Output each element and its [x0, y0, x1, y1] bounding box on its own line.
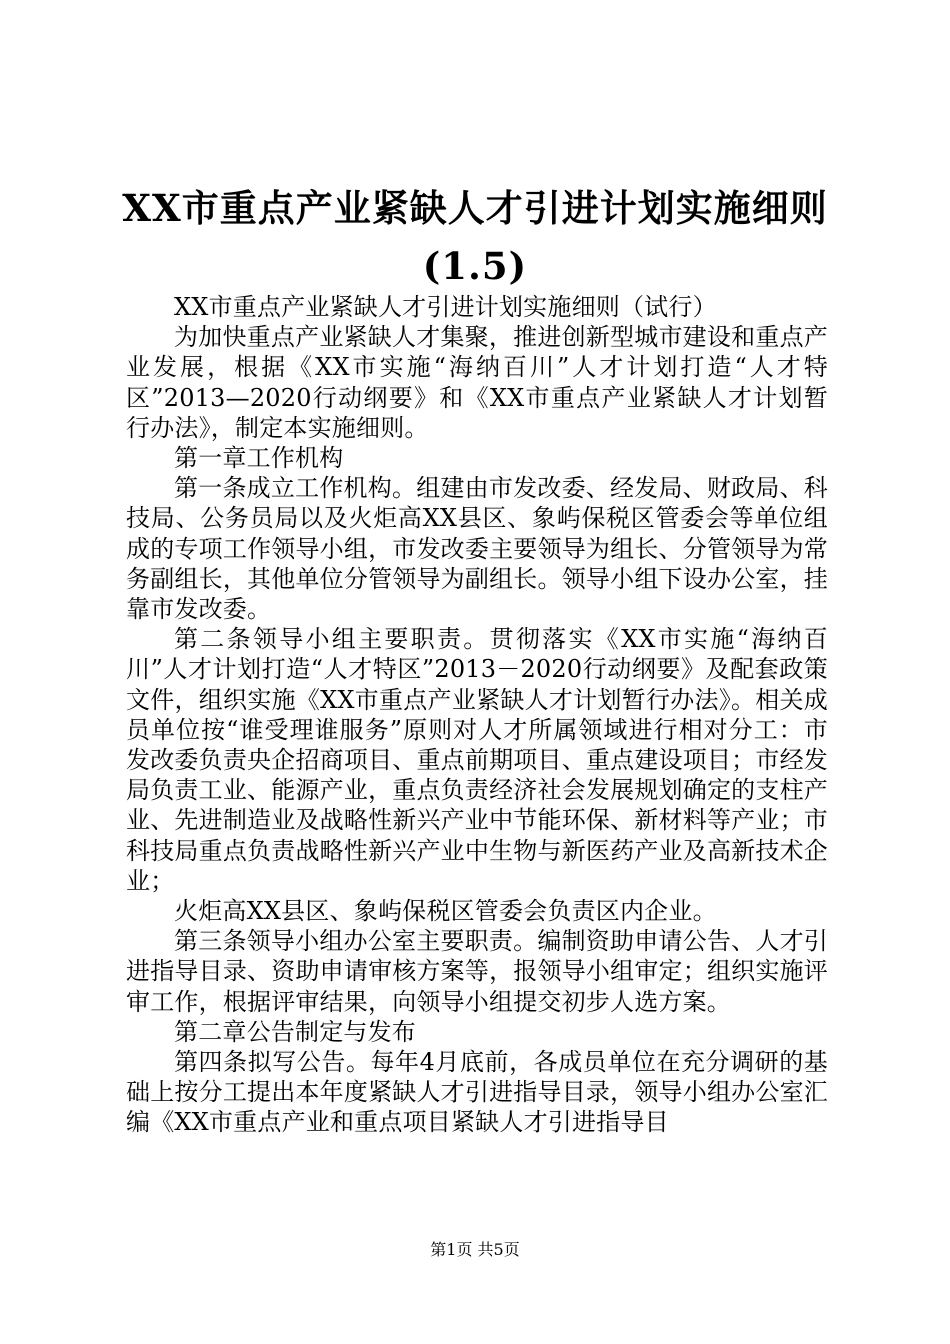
document-body [126, 292, 828, 1138]
chapter-heading: 第二章公告制定与发布 [174, 1017, 416, 1046]
article-paragraph: 第二条领导小组主要职责。贯彻落实《XX市实施“海纳百川”人才计划打造“人才特区”2013－2020行动纲要》及配套政策文件，组织实施《XX市重点产业紧缺人才计划暂行办法》。相关成员单位按“谁受理谁服务”原则对人才所属领域进行相对分工：市发改委负责央企招商项目、重点前期项目、重点建设项目；市经发局负责工业、能源产业，重点负责经济社会发展规划确定的支柱产业、先进制造业及战略性新兴产业中节能环保、新材料等产业；市科技局重点负责战略性新兴产业中生物与新医药产业及高新技术企业； [126, 625, 828, 895]
document-title-line2: (1.5) [422, 244, 528, 288]
page-number: 第1页 共5页 [430, 1240, 520, 1259]
document-title-line1: XX市重点产业紧缺人才引进计划实施细则 [122, 186, 828, 230]
intro-paragraph: 为加快重点产业紧缺人才集聚，推进创新型城市建设和重点产业发展，根据《XX市实施“海纳百川”人才计划打造“人才特区”2013—2020行动纲要》和《XX市重点产业紧缺人才计划暂行办法》，制定本实施细则。 [126, 323, 828, 442]
subtitle-paragraph: XX市重点产业紧缺人才引进计划实施细则（试行） [174, 293, 717, 321]
article-paragraph: 第三条领导小组办公室主要职责。编制资助申请公告、人才引进指导目录、资助申请审核方案等，报领导小组审定；组织实施评审工作，根据评审结果，向领导小组提交初步人选方案。 [126, 927, 828, 1016]
chapter-heading: 第一章工作机构 [174, 444, 344, 473]
article-paragraph: 第四条拟写公告。每年4月底前，各成员单位在充分调研的基础上按分工提出本年度紧缺人才引进指导目录，领导小组办公室汇编《XX市重点产业和重点项目紧缺人才引进指导目 [126, 1048, 828, 1137]
body-paragraph: 火炬高XX县区、象屿保税区管委会负责区内企业。 [174, 897, 717, 926]
article-paragraph: 第一条成立工作机构。组建由市发改委、经发局、财政局、科技局、公务员局以及火炬高XX县区、象屿保税区管委会等单位组成的专项工作领导小组，市发改委主要领导为组长、分管领导为常务副组长，其他单位分管领导为副组长。领导小组下设办公室，挂靠市发改委。 [126, 474, 828, 624]
